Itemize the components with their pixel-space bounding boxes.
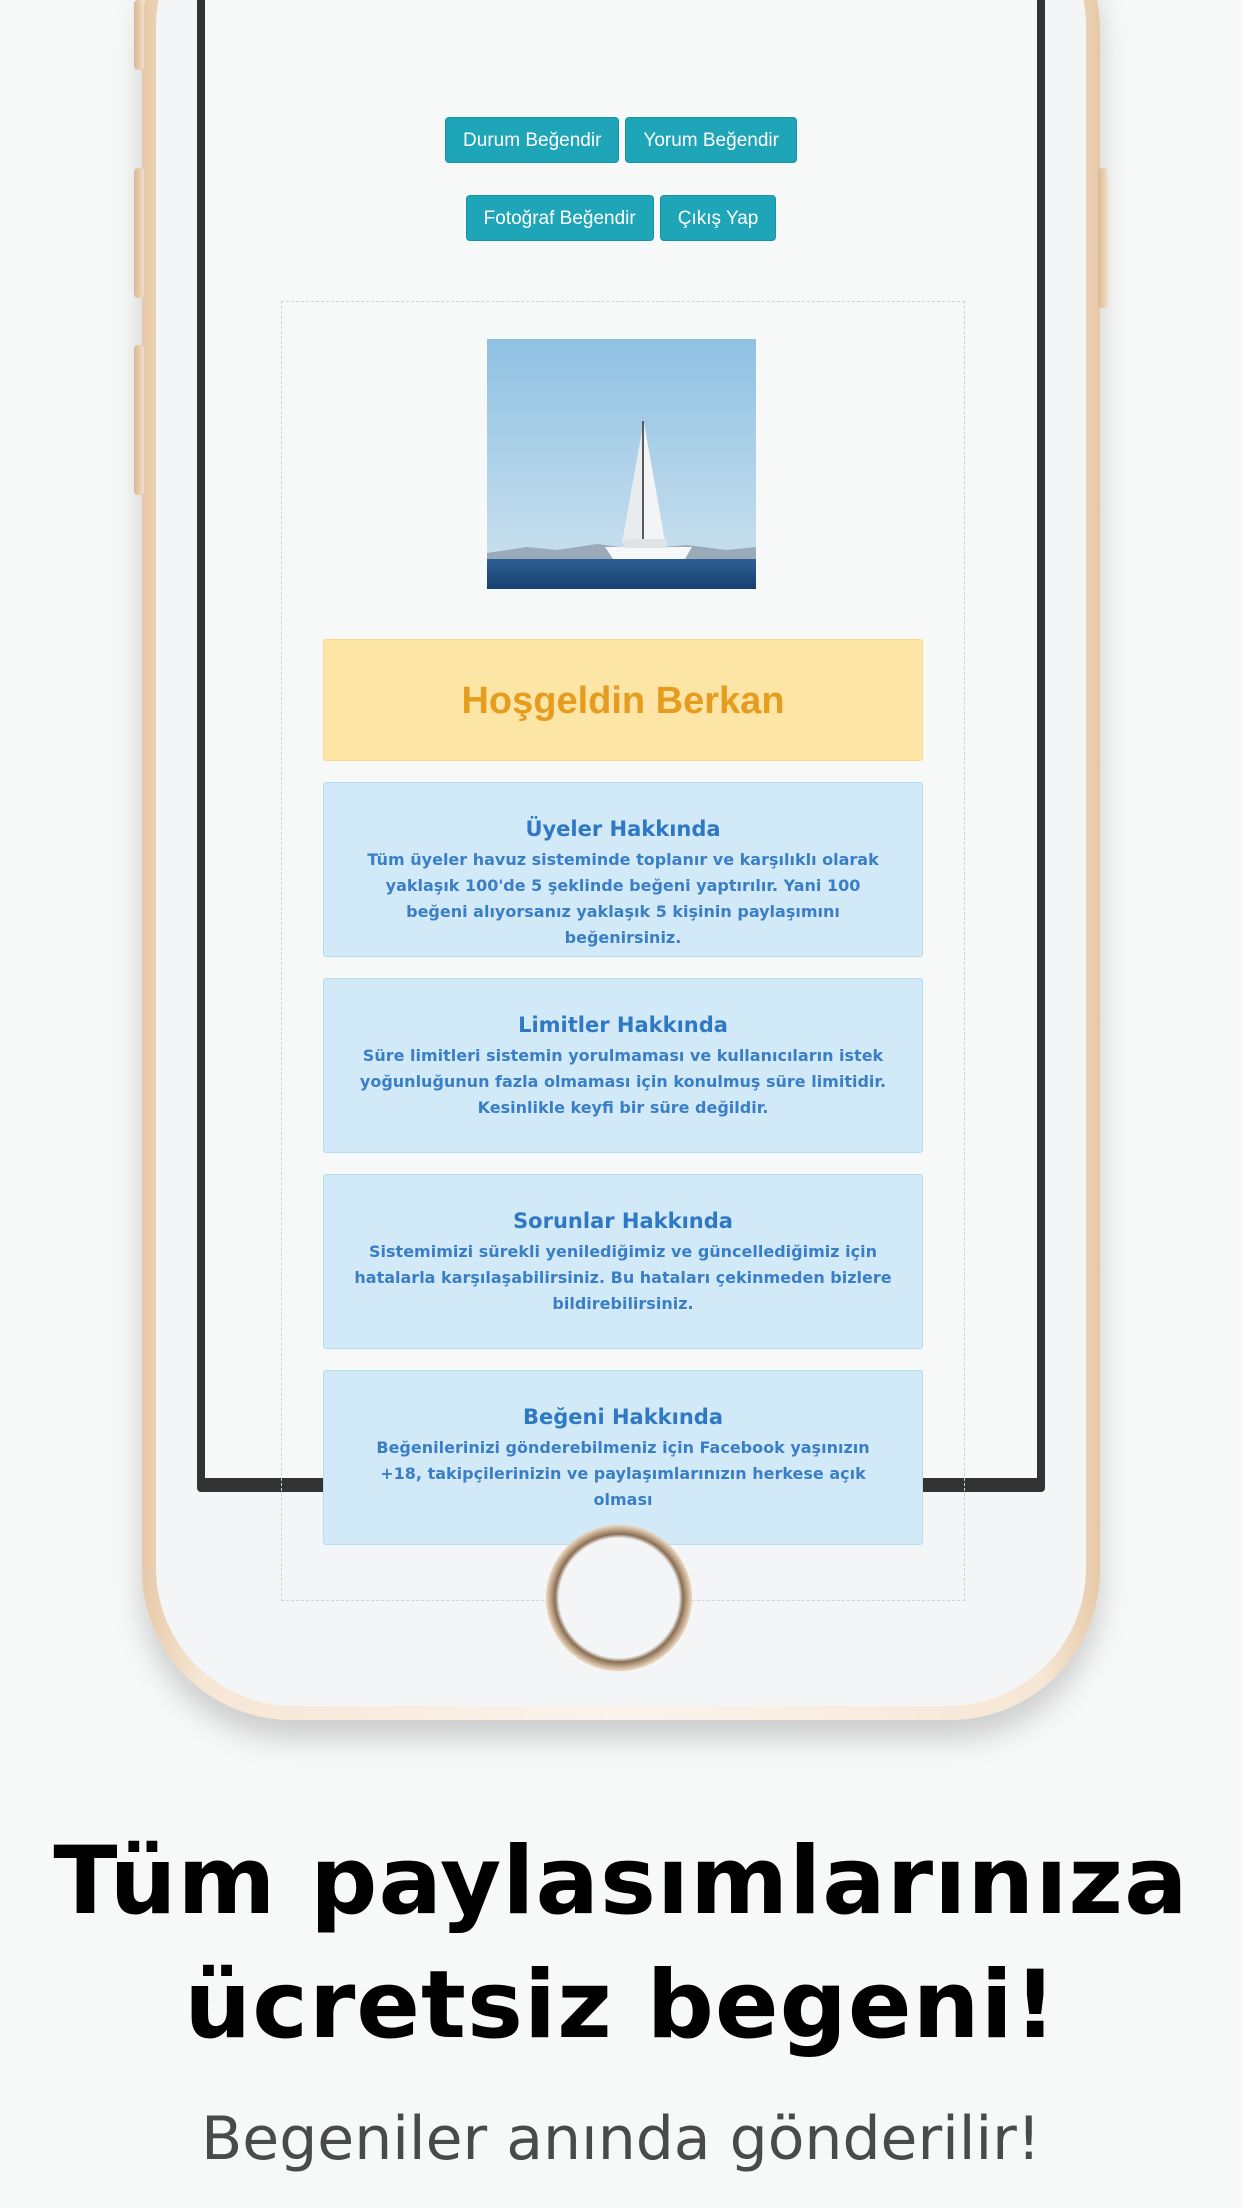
like-status-button[interactable]: Durum Beğendir — [445, 117, 619, 163]
welcome-banner: Hoşgeldin Berkan — [323, 639, 923, 761]
profile-photo — [487, 339, 756, 589]
info-card-title: Üyeler Hakkında — [525, 817, 721, 841]
side-button-volume-up — [134, 168, 144, 298]
promo-headline — [0, 1820, 1242, 2068]
info-card-text: Sistemimizi sürekli yenilediğimiz ve güncellediğimiz için hatalarla karşılaşabilirsiniz. Bu hataları çekinmeden bizlere bildirebilirsiniz. — [354, 1242, 892, 1313]
info-card-title: Beğeni Hakkında — [522, 1405, 723, 1429]
action-row-2 — [205, 195, 1037, 241]
info-card-problems — [323, 1174, 923, 1349]
info-card-text: Beğenilerinizi gönderebilmeniz için Facebook yaşınızın +18, takipçilerinizin ve paylaşımlarınızın herkese açık olması — [376, 1438, 870, 1509]
like-photo-button[interactable]: Fotoğraf Beğendir — [466, 195, 654, 241]
headline-line-2: ücretsiz begeni! — [184, 1951, 1058, 2060]
action-row-1 — [205, 117, 1037, 163]
info-card-limits — [323, 978, 923, 1153]
logout-button[interactable]: Çıkış Yap — [660, 195, 777, 241]
info-card-title: Sorunlar Hakkında — [513, 1209, 733, 1233]
headline-line-1: Tüm paylasımlarınıza — [53, 1827, 1189, 1936]
side-button-volume-down — [134, 345, 144, 495]
info-card-members — [323, 782, 923, 957]
side-button-power — [1098, 168, 1108, 308]
info-card-text: Süre limitleri sistemin yorulmaması ve kullanıcıların istek yoğunluğunun fazla olmaması için konulmuş süre limitidir. Kesinlikle keyfi bir süre değildir. — [359, 1046, 887, 1117]
app-screen — [205, 0, 1037, 1509]
side-button-mute — [134, 0, 144, 70]
info-card-title: Limitler Hakkında — [518, 1013, 728, 1037]
info-card-likes — [323, 1370, 923, 1545]
like-comment-button[interactable]: Yorum Beğendir — [625, 117, 797, 163]
info-card-text: Tüm üyeler havuz sisteminde toplanır ve karşılıklı olarak yaklaşık 100'de 5 şeklinde beğeni yaptırılır. Yani 100 beğeni alıyorsanız yaklaşık 5 kişinin paylaşımını beğenirsiniz. — [367, 850, 879, 947]
promo-subheadline: Begeniler anında gönderilir! — [201, 2104, 1041, 2174]
home-button[interactable] — [546, 1525, 692, 1671]
